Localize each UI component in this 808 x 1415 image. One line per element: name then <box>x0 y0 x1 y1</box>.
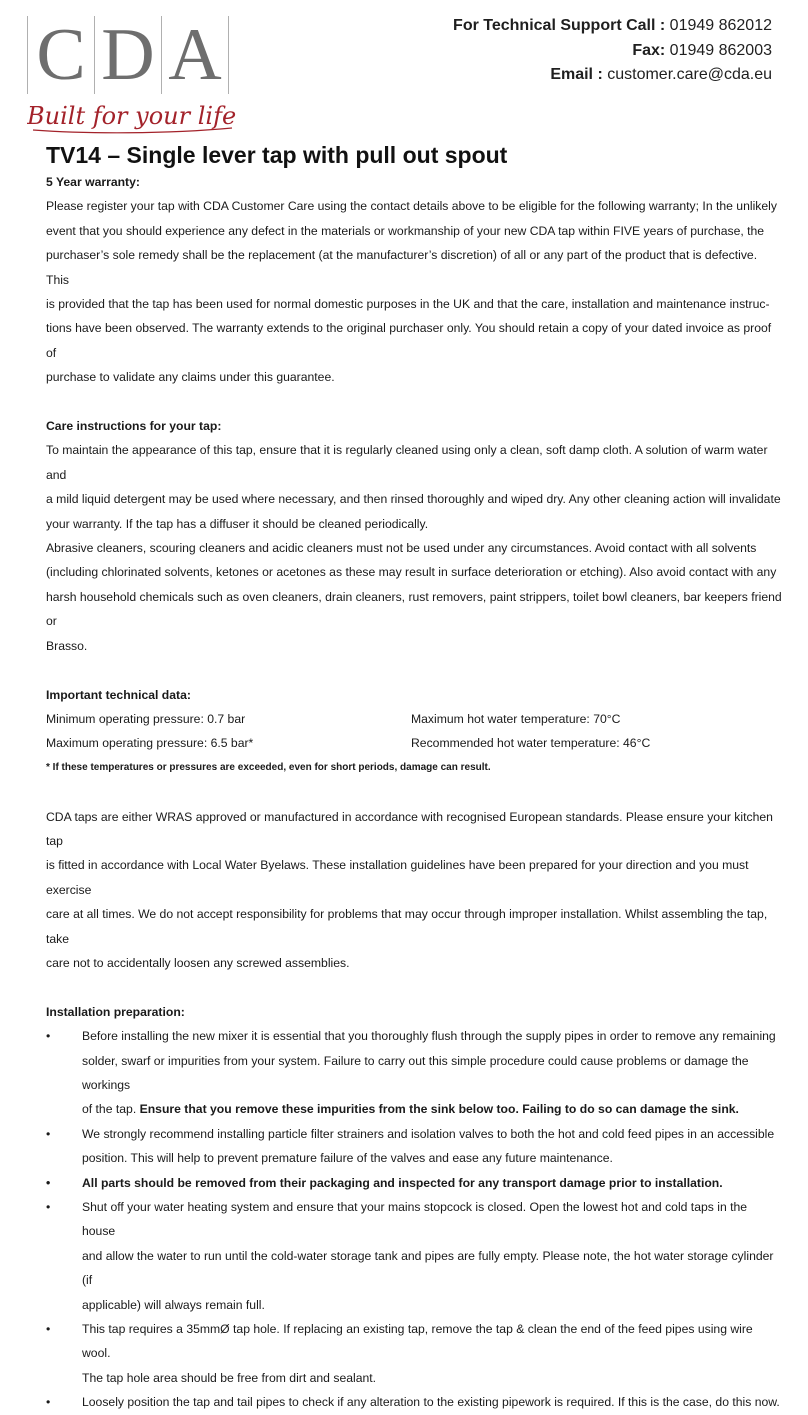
support-phone[interactable]: 01949 862012 <box>669 17 772 34</box>
warranty-line: purchaser’s sole remedy shall be the replacement (at the manufacturer’s discretion) of all or any part of the product that is defective. This <box>46 248 758 287</box>
item-warning: Ensure that you remove these impurities from the sink below too. Failing to do so can damage the sink. <box>139 1102 739 1117</box>
list-item <box>46 1024 782 1122</box>
contact-block <box>453 14 772 88</box>
installation-list <box>46 1024 782 1415</box>
list-item <box>46 1390 782 1414</box>
warranty-line: purchase to validate any claims under this guarantee. <box>46 370 335 385</box>
care-heading: Care instructions for your tap: <box>46 419 222 434</box>
cda-logo <box>27 13 242 136</box>
max-pressure: Maximum operating pressure: 6.5 bar* <box>46 736 254 751</box>
warranty-line: Please register your tap with CDA Customer Care using the contact details above to be eligible for the following warranty; In the unlikely <box>46 199 777 214</box>
logo-letters <box>27 13 234 96</box>
email-address[interactable]: customer.care@cda.eu <box>607 66 772 83</box>
item-line: This tap requires a 35mmØ tap hole. If replacing an existing tap, remove the tap & clean the end of the feed pipes using wire wool. <box>82 1322 753 1361</box>
bullet-icon: • <box>46 1175 51 1190</box>
list-item <box>46 1317 782 1390</box>
item-line: position. This will help to prevent premature failure of the valves and ease any future maintenance. <box>82 1151 613 1166</box>
max-hot-temp: Maximum hot water temperature: 70°C <box>411 711 621 726</box>
email-label: Email : <box>550 66 603 83</box>
item-line: Loosely position the tap and tail pipes to check if any alteration to the existing pipework is required. If this is the case, do this now. <box>82 1395 780 1410</box>
care-line: a mild liquid detergent may be used where necessary, and then rinsed thoroughly and wiped dry. Any other cleaning action will invalidate <box>46 492 781 507</box>
item-line: applicable) will always remain full. <box>82 1297 265 1312</box>
logo-letter-d: D <box>95 16 162 94</box>
warranty-line: is provided that the tap has been used for normal domestic purposes in the UK and that the care, installation and maintenance instruc- <box>46 297 770 312</box>
support-line <box>453 14 772 39</box>
item-line: We strongly recommend installing particle filter strainers and isolation valves to both the hot and cold feed pipes in an accessible <box>82 1126 775 1141</box>
bullet-icon: • <box>46 1395 51 1410</box>
standards-line: is fitted in accordance with Local Water Byelaws. These installation guidelines have been prepared for your direction and you must exercise <box>46 858 749 897</box>
installation-heading: Installation preparation: <box>46 1004 185 1019</box>
item-line: The tap hole area should be free from dirt and sealant. <box>82 1370 377 1385</box>
logo-tagline <box>27 100 242 136</box>
item-line: All parts should be removed from their packaging and inspected for any transport damage prior to installation. <box>82 1175 723 1190</box>
item-line: and allow the water to run until the cold-water storage tank and pipes are fully empty. Please note, the hot water storage cylinder (if <box>82 1248 774 1288</box>
list-item <box>46 1122 782 1171</box>
item-line: Before installing the new mixer it is essential that you thoroughly flush through the supply pipes in order to remove any remaining <box>82 1029 776 1044</box>
support-label: For Technical Support Call : <box>453 17 666 34</box>
bullet-icon: • <box>46 1126 51 1141</box>
document-body <box>46 140 782 1415</box>
email-line <box>453 63 772 88</box>
technical-footnote: * If these temperatures or pressures are exceeded, even for short periods, damage can result. <box>46 761 491 773</box>
technical-row <box>46 731 782 755</box>
care-line: your warranty. If the tap has a diffuser it should be cleaned periodically. <box>46 516 429 531</box>
care-line: harsh household chemicals such as oven cleaners, drain cleaners, rust removers, paint strippers, toilet bowl cleaners, bar keepers friend or <box>46 589 782 629</box>
warranty-line: event that you should experience any defect in the materials or workmanship of your new CDA tap within FIVE years of purchase, the <box>46 223 765 238</box>
page-title: TV14 – Single lever tap with pull out spout <box>46 142 508 168</box>
technical-heading: Important technical data: <box>46 687 191 702</box>
item-line <box>82 1097 782 1121</box>
care-line: Brasso. <box>46 638 88 653</box>
fax-line <box>453 39 772 64</box>
tagline-text: Built for your life <box>27 102 237 130</box>
care-line: (including chlorinated solvents, ketones or acetones as these may result in surface deterioration or etching). Also avoid contact with any <box>46 565 777 580</box>
fax-label: Fax: <box>632 41 666 59</box>
bullet-icon: • <box>46 1322 51 1337</box>
standards-line: care not to accidentally loosen any screwed assemblies. <box>46 955 350 970</box>
list-item <box>46 1171 782 1195</box>
bullet-icon: • <box>46 1029 51 1044</box>
item-line: solder, swarf or impurities from your system. Failure to carry out this simple procedure could cause problems or damage the workings <box>82 1053 749 1092</box>
logo-letter-c: C <box>27 16 95 94</box>
fax-number: 01949 862003 <box>669 41 772 59</box>
item-line: Shut off your water heating system and ensure that your mains stopcock is closed. Open the lowest hot and cold taps in the house <box>82 1200 748 1239</box>
care-line: Abrasive cleaners, scouring cleaners and acidic cleaners must not be used under any circumstances. Avoid contact with all solvents <box>46 541 757 556</box>
bullet-icon: • <box>46 1200 51 1214</box>
rec-hot-temp: Recommended hot water temperature: 46°C <box>411 736 651 751</box>
warranty-line: tions have been observed. The warranty extends to the original purchaser only. You should retain a copy of your dated invoice as proof of <box>46 321 772 360</box>
technical-row <box>46 707 782 731</box>
min-pressure: Minimum operating pressure: 0.7 bar <box>46 711 246 726</box>
warranty-heading: 5 Year warranty: <box>46 175 140 189</box>
standards-line: care at all times. We do not accept responsibility for problems that may occur through improper installation. Whilst assembling the tap, take <box>46 907 768 946</box>
care-line: To maintain the appearance of this tap, ensure that it is regularly cleaned using only a clean, soft damp cloth. A solution of warm water and <box>46 443 768 482</box>
standards-line: CDA taps are either WRAS approved or manufactured in accordance with recognised European standards. Please ensure your kitchen tap <box>46 809 773 848</box>
logo-letter-a: A <box>162 16 229 94</box>
list-item <box>46 1195 782 1317</box>
item-text: of the tap. <box>82 1102 140 1117</box>
